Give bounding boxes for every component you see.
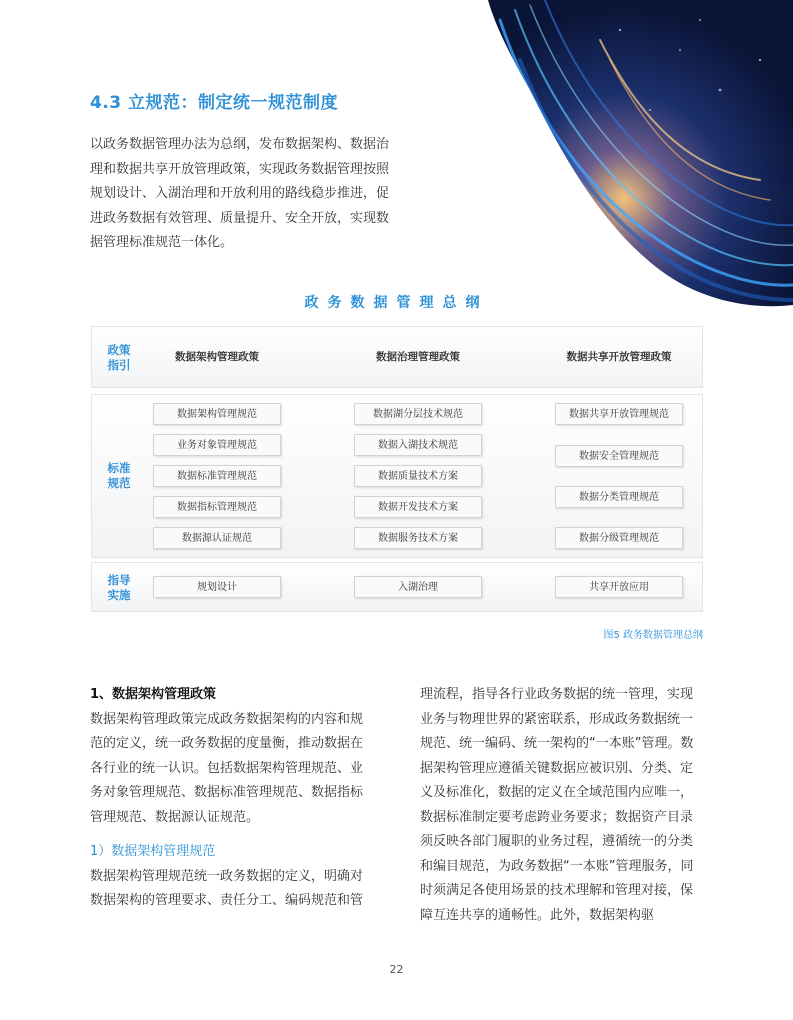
body-paragraph: 数据架构管理政策完成政务数据架构的内容和规范的定义，统一政务数据的度量衡，推动数据在各行业的统一认识。包括数据架构管理规范、业务对象管理规范、数据标准管理规范、数据指标管理规范、数据源认证规范。 bbox=[90, 711, 364, 825]
standard-box: 数据开发技术方案 bbox=[354, 496, 482, 518]
policy-band-label: 政策 指引 bbox=[107, 343, 131, 372]
standard-box: 数据安全管理规范 bbox=[555, 445, 683, 467]
column-head-governance: 数据治理管理政策 bbox=[376, 351, 460, 363]
guide-box: 规划设计 bbox=[153, 576, 281, 598]
guide-band bbox=[91, 562, 703, 612]
standard-box: 数据分级管理规范 bbox=[555, 527, 683, 549]
standard-band-label: 标准 规范 bbox=[107, 461, 131, 490]
body-paragraph: 理流程，指导各行业政务数据的统一管理，实现业务与物理世界的紧密联系，形成政务数据统一规范、统一编码、统一架构的“一本账”管理。数据架构管理应遵循关键数据应被识别、分类、定义及标准化，数据的定义在全域范围内应唯一，数据标准制定要考虑跨业务要求；数据资产目录须反映各部门履职的业务过程，遵循统一的分类和编目规范，为政务数据“一本账”管理服务，同时须满足各使用场景的技术理解和管理对接，保障互连共享的通畅性。此外，数据架构驱 bbox=[420, 687, 694, 923]
standard-box: 数据指标管理规范 bbox=[153, 496, 281, 518]
standard-box: 数据分类管理规范 bbox=[555, 486, 683, 508]
subsection-heading: 1、数据架构管理政策 bbox=[90, 687, 217, 702]
guide-band-label: 指导 实施 bbox=[107, 573, 131, 602]
standard-box: 数据源认证规范 bbox=[153, 527, 281, 549]
standard-box: 数据共享开放管理规范 bbox=[555, 403, 683, 425]
standard-box: 业务对象管理规范 bbox=[153, 434, 281, 456]
standard-box: 数据湖分层技术规范 bbox=[354, 403, 482, 425]
page-number: 22 bbox=[389, 963, 404, 976]
figure-title: 政务数据管理总纲 bbox=[304, 295, 489, 311]
section-title: 4.3 立规范：制定统一规范制度 bbox=[90, 93, 339, 113]
guide-box: 入湖治理 bbox=[354, 576, 482, 598]
policy-band bbox=[91, 326, 703, 388]
standard-box: 数据架构管理规范 bbox=[153, 403, 281, 425]
standard-box: 数据入湖技术规范 bbox=[354, 434, 482, 456]
sub-subsection-heading: 1）数据架构管理规范 bbox=[90, 844, 216, 859]
standard-box: 数据服务技术方案 bbox=[354, 527, 482, 549]
standard-box: 数据质量技术方案 bbox=[354, 465, 482, 487]
intro-paragraph: 以政务数据管理办法为总纲，发布数据架构、数据治理和数据共享开放管理政策，实现政务数据管理按照规划设计、入湖治理和开放利用的路线稳步推进，促进政务数据有效管理、质量提升、安全开放，实现数据管理标准规范一体化。 bbox=[90, 137, 390, 250]
body-right-column bbox=[420, 683, 705, 928]
standard-box: 数据标准管理规范 bbox=[153, 465, 281, 487]
body-left-column bbox=[90, 683, 375, 914]
guide-box: 共享开放应用 bbox=[555, 576, 683, 598]
data-governance-framework-figure bbox=[91, 326, 703, 612]
standard-band bbox=[91, 394, 703, 558]
column-head-architecture: 数据架构管理政策 bbox=[175, 351, 259, 363]
body-paragraph: 数据架构管理规范统一政务数据的定义，明确对数据架构的管理要求、责任分工、编码规范和管 bbox=[90, 868, 364, 908]
column-head-sharing: 数据共享开放管理政策 bbox=[566, 351, 672, 363]
figure-caption: 图5 政务数据管理总纲 bbox=[603, 630, 703, 641]
